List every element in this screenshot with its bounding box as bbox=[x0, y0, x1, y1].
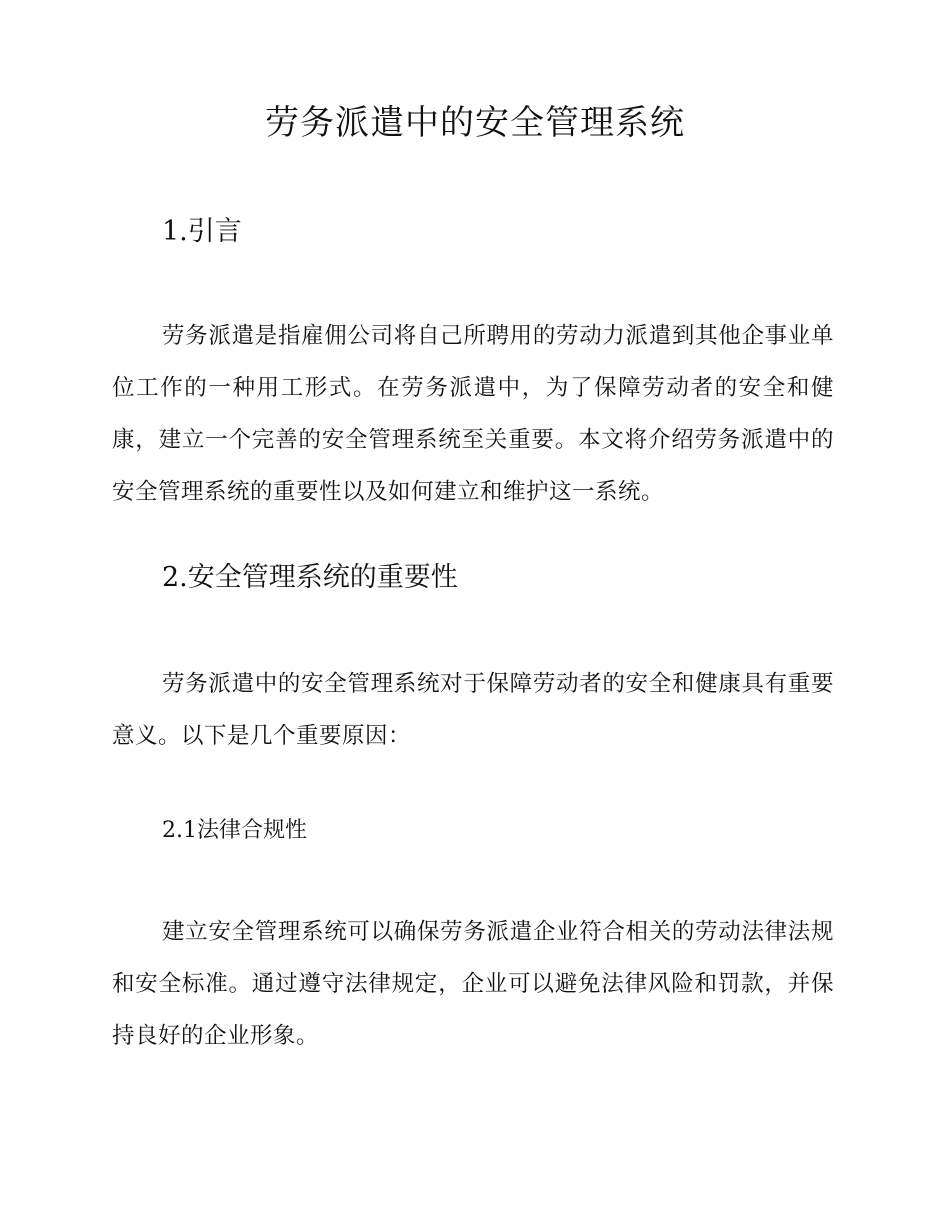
subsection-heading-legal-compliance: 2.1法律合规性 bbox=[162, 818, 307, 843]
document-title: 劳务派遣中的安全管理系统 bbox=[265, 103, 685, 143]
section-heading-introduction: 1.引言 bbox=[162, 216, 242, 247]
section-heading-importance: 2.安全管理系统的重要性 bbox=[162, 562, 458, 593]
paragraph-importance: 劳务派遣中的安全管理系统对于保障劳动者的安全和健康具有重要意义。以下是几个重要原因： bbox=[112, 671, 834, 749]
paragraph-legal-compliance: 建立安全管理系统可以确保劳务派遣企业符合相关的劳动法律法规和安全标准。通过遵守法律规定，企业可以避免法律风险和罚款，并保持良好的企业形象。 bbox=[112, 919, 834, 1049]
paragraph-introduction: 劳务派遣是指雇佣公司将自己所聘用的劳动力派遣到其他企事业单位工作的一种用工形式。在劳务派遣中，为了保障劳动者的安全和健康，建立一个完善的安全管理系统至关重要。本文将介绍劳务派遣中的安全管理系统的重要性以及如何建立和维护这一系统。 bbox=[112, 323, 834, 505]
